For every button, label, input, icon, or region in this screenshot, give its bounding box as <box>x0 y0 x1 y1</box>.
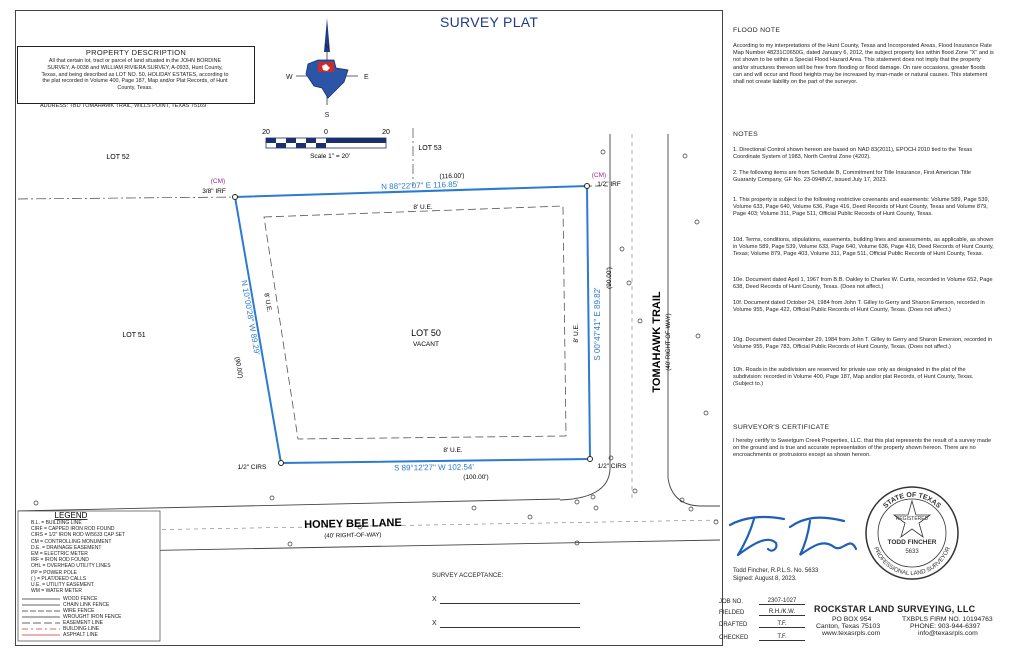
legend-item: ASPHALT LINE <box>63 632 98 638</box>
bearing-west-record: (90.00') <box>233 356 244 380</box>
lot-50-label: LOT 50 <box>411 328 441 338</box>
bearing-north-record: (116.00') <box>439 172 465 181</box>
ue-west-label: 8' U.E. <box>262 292 273 313</box>
scale-left: 20 <box>262 129 270 136</box>
legend-list <box>31 520 159 594</box>
ue-east-label: 8' U.E. <box>573 323 580 343</box>
note-item: 10d. Terms, conditions, stipulations, easements, building lines and assessments, as applicable, as shown in Volume 589, Page 539, Volume 633, Page 640, Volume 636, Page 416, Deed Records of Hunt County, Texas; Volume 879, Page 403, Volume 311, Page 511, Official Public Records of Hunt County, Texas. <box>733 237 994 258</box>
legend-item: IRF = IRON ROD FOUND <box>31 557 89 564</box>
legend-heading: LEGEND <box>54 511 88 520</box>
note-item: 2. The following items are from Schedule B, Commitment for Title Insurance, First American Title Guaranty Company, GF No. 23-0948VZ, issued July 17, 2023. <box>733 170 972 184</box>
lot-53-label: LOT 53 <box>418 145 442 152</box>
certificate-text: I hereby certify to Sweetgum Creek Properties, LLC. that this plat represents the result of a survey made on the ground and is true and accurate representation of the property shown hereon. There are no encroachments or protrusions except as shown hereon. <box>733 438 992 459</box>
scale-mid: 0 <box>324 129 328 136</box>
property-description-text: All that certain lot, tract or parcel of land situated in the JOHN BORDINE SURVEY, A-0038 and WILLIAM RIVIERA SURVEY, A-0933, Hunt County, Texas, and being described as LOT NO. 50, HOLIDAY ESTATES, according to the plat recorded in Volume 400, Page 187, Map and/or Plat Records, of Hunt County, Texas. <box>41 58 229 92</box>
company-phone: PHONE: 903-944-6397 <box>910 623 981 630</box>
note-item: 10h. Roads in the subdivision are reserved for private use only as designated in the plat of the subdivision: recorded in Volume 400, Page 187, Map and/or plat Records, of Hunt County, Texas. (Subject to.) <box>733 367 974 388</box>
corner-ne-label: 1/2" IRF <box>597 181 621 188</box>
job-label: DRAFTED <box>719 622 748 628</box>
tomahawk-row-label: (40' RIGHT-OF-WAY) <box>666 313 672 371</box>
seal-number: 5633 <box>905 549 919 555</box>
legend-item: PP = POWER POLE <box>31 569 77 576</box>
seal-bottom-text: PROFESSIONAL LAND SURVEYOR <box>872 546 952 578</box>
job-value: T.F. <box>759 621 805 628</box>
note-item: 1. This property is subject to the following restrictive covenants and easements: Volume 589, Page 539, Volume 633, Page 640, Volume 636, Page 416, Deed Records of Hunt County, Texas and Volume 879, Page 403; Volume 311, Page 511, Official Public Records of Hunt County, Texas. <box>733 197 990 218</box>
corner-sw-label: 1/2" CIRS <box>237 464 267 471</box>
compass-s: S <box>324 112 330 119</box>
lot-50-easement-line <box>264 206 566 439</box>
company-po: PO BOX 954 <box>832 616 872 623</box>
company-firm: TXBPLS FIRM NO. 10194763 <box>902 616 993 623</box>
job-label: CHECKED <box>719 635 749 641</box>
legend-item: EASEMENT LINE <box>63 620 103 626</box>
legend-item: WOOD FENCE <box>63 596 98 602</box>
scale-right: 20 <box>382 129 390 136</box>
flood-note-text: According to my interpretations of the Hunt County, Texas and Incorporated Areas, Flood Insurance Rate Map Number 48231C0650G, dated January 6, 2012, the subject property lies within flood Zone "X" and is not shown to be within a Special Flood Hazard Area. This statement does not imply that the property and/or structures thereon will be free from flooding or flood damage. On rare occasions, greater floods can and will occur and flood heights may be increased by man-made or natural causes. This statement shall not create liability on the part of the surveyor. <box>733 43 994 86</box>
bearing-south-record: (100.00') <box>463 474 489 481</box>
signed-date: Signed: August 8, 2023. <box>733 576 797 582</box>
bearing-east: S 00°47'41" E 89.82' <box>593 287 602 361</box>
acceptance-signature-line-1[interactable] <box>440 596 580 604</box>
property-description-heading: PROPERTY DESCRIPTION <box>85 48 187 57</box>
seal-registered: REGISTERED <box>895 516 929 522</box>
compass-rose-icon <box>296 18 358 105</box>
tomahawk-trail-label: TOMAHAWK TRAIL <box>651 291 663 393</box>
legend-item: U.E. = UTILITY EASEMENT <box>31 582 94 589</box>
corner-se-marker <box>588 457 593 462</box>
bearing-north: N 88°22'07" E 116.85' <box>381 179 459 192</box>
note-item: 1. Directional Control shown hereon are based on NAD 83(2011), EPOCH 2010 tied to the Texas Coordinate System of 1983, North Central Zone (4202). <box>733 147 973 161</box>
ue-north-label: 8' U.E. <box>413 204 433 211</box>
job-row <box>719 616 811 628</box>
seal-name: TODD FINCHER <box>887 539 937 546</box>
legend-line-list <box>63 596 159 638</box>
utility-pole-symbols <box>34 150 718 546</box>
acceptance-signature-line-2[interactable] <box>440 620 580 628</box>
job-label: FIELDED <box>719 610 745 616</box>
seal-top-text: STATE OF TEXAS <box>882 491 942 510</box>
legend-item: ( ) = PLAT/DEED CALLS <box>31 575 87 582</box>
corner-nw-cm: (CM) <box>210 178 226 185</box>
lot-51-label: LOT 51 <box>122 332 146 339</box>
compass-e: E <box>364 74 369 81</box>
lot-50-boundary <box>235 186 590 463</box>
company-web[interactable]: www.texasrpls.com <box>822 630 881 637</box>
lot-50-status: VACANT <box>413 341 439 348</box>
company-city: Canton, Texas 75103 <box>816 623 881 630</box>
legend-item: BUILDING LINE <box>63 626 100 632</box>
legend-item: CHAIN LINK FENCE <box>63 602 110 608</box>
job-info-table <box>719 594 811 641</box>
job-value: R.H./K.W. <box>759 609 805 616</box>
job-row <box>719 605 811 616</box>
bearing-south: S 89°12'27" W 102.54' <box>394 462 474 473</box>
legend-item: WIRE FENCE <box>63 608 95 614</box>
legend-item: WROUGHT IRON FENCE <box>63 614 122 620</box>
legend-item: B.L. = BUILDING LINE <box>31 520 82 526</box>
legend-item: CIRF = CAPPED IRON ROD FOUND <box>31 526 115 533</box>
legend-item: OHL = OVERHEAD UTILITY LINES <box>31 563 111 570</box>
legend-item: CM = CONTROLLING MONUMENT <box>31 538 112 545</box>
acceptance-x2: X <box>432 620 437 627</box>
honeybee-north-edge <box>18 499 560 511</box>
legend-item: CIRS = 1/2" IRON ROD W/5633 CAP SET <box>31 532 126 539</box>
compass-n: N <box>324 44 330 51</box>
ue-south-label: 8' U.E. <box>443 447 463 454</box>
surveyor-signature <box>724 505 864 565</box>
legend-item: WM = WATER METER <box>31 588 82 595</box>
bearing-west: N 10°00'28" W 89.29' <box>239 279 262 356</box>
job-value: 2307-1027 <box>759 598 805 605</box>
company-email[interactable]: info@texasrpls.com <box>918 630 978 637</box>
legend-item: D.E. = DRAINAGE EASEMENT <box>31 544 102 551</box>
job-value: T.F. <box>759 634 805 641</box>
corner-nw-marker <box>233 195 238 200</box>
note-item: 10g. Document dated December 29, 1984 from John T. Gilley to Gerry and Sharon Emerson, recorded in Volume 955, Page 783, Official Public Records of Hunt County, Texas. (Does not affect.) <box>733 337 993 351</box>
corner-sw-marker <box>279 461 284 466</box>
corner-nw-label: 3/8" IRF <box>202 188 226 195</box>
tomahawk-corner-ne <box>668 478 720 506</box>
note-item: 10e. Document dated April 1, 1967 from B.B. Oakley to Charles W. Curtis, recorded in Volume 652, Page 638, Deed Records of Hunt County, Texas. (Does not affect.) <box>733 277 993 291</box>
honey-bee-lane-label: HONEY BEE LANE <box>304 516 402 532</box>
corner-ne-cm: (CM) <box>591 172 607 179</box>
property-address: ADDRESS: TBD TOMAHAWK TRAIL, WILLS POINT, TEXAS 75169 <box>40 103 207 109</box>
acceptance-x1: X <box>432 596 437 603</box>
honey-bee-row-label: (40' RIGHT-OF-WAY) <box>324 532 382 540</box>
legend-item: EM = ELECTRIC METER <box>31 551 88 558</box>
company-name: ROCKSTAR LAND SURVEYING, LLC <box>814 604 976 614</box>
surveyor-seal <box>862 483 962 583</box>
corner-se-label: 1/2" CIRS <box>597 463 627 470</box>
compass-w: W <box>286 74 293 81</box>
survey-acceptance-heading: SURVEY ACCEPTANCE: <box>432 572 504 579</box>
bearing-east-record: (90.00') <box>606 267 613 289</box>
note-item: 10f. Document dated October 24, 1984 from John T. Gilley to Gerry and Sharon Emerson, recorded in Volume 955, Page 422, Official Public Records of Hunt County, Texas. (Does not affect.) <box>733 300 985 314</box>
job-row <box>719 628 811 641</box>
corner-ne-marker <box>585 184 590 189</box>
signer-name: Todd Fincher, R.P.L.S. No. 5633 <box>733 568 819 574</box>
job-row <box>719 594 811 605</box>
lot-52-label: LOT 52 <box>106 154 130 161</box>
tomahawk-corner-sw <box>560 465 610 500</box>
page-title: SURVEY PLAT <box>440 14 539 30</box>
scale-label: Scale 1" = 20' <box>310 153 350 160</box>
scale-bar <box>266 138 386 148</box>
certificate-heading: SURVEYOR'S CERTIFICATE <box>733 424 830 431</box>
job-label: JOB NO. <box>719 599 744 605</box>
flood-note-heading: FLOOD NOTE <box>733 27 781 34</box>
notes-heading: NOTES <box>733 131 758 138</box>
lot-line-west-north <box>18 197 236 199</box>
